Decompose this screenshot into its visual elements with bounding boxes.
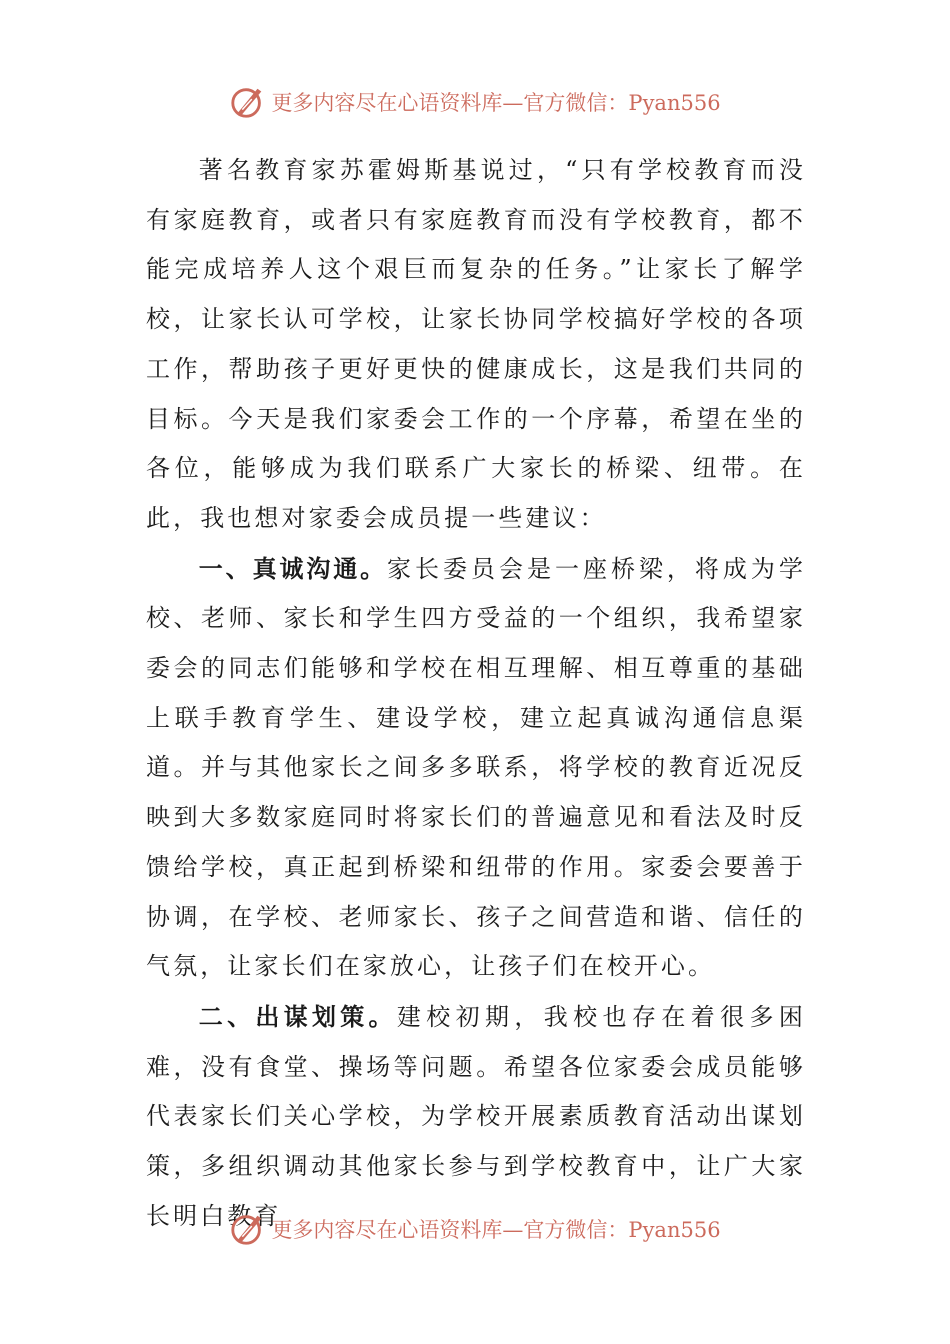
paragraph-advice: [146, 992, 806, 1242]
header-banner: [0, 80, 950, 124]
paragraph-intro-text: 著名教育家苏霍姆斯基说过，“只有学校教育而没有家庭教育，或者只有家庭教育而没有学校教育，都不能完成培养人这个艰巨而复杂的任务。”让家长了解学校，让家长认可学校，让家长协同学校搞好学校的各项工作，帮助孩子更好更快的健康成长，这是我们共同的目标。今天是我们家委会工作的一个序幕，希望在坐的各位，能够成为我们联系广大家长的桥梁、纽带。在此，我也想对家委会成员提一些建议：: [146, 156, 806, 532]
banner-text: 更多内容尽在心语资料库—官方微信：Pyan556: [271, 91, 721, 115]
banner-content: [229, 1210, 720, 1248]
paragraph-1-text: 家长委员会是一座桥梁，将成为学校、老师、家长和学生四方受益的一个组织，我希望家委会的同志们能够和学校在相互理解、相互尊重的基础上联手教育学生、建设学校，建立起真诚沟通信息渠道。并与其他家长之间多多联系，将学校的教育近况反映到大多数家庭同时将家长们的普遍意见和看法及时反馈给学校，真正起到桥梁和纽带的作用。家委会要善于协调，在学校、老师家长、孩子之间营造和谐、信任的气氛，让家长们在家放心，让孩子们在校开心。: [146, 554, 806, 981]
section-heading-1: 一、真诚沟通。: [198, 553, 388, 583]
section-heading-2: 二、出谋划策。: [198, 1001, 397, 1031]
banner-content: [229, 83, 720, 121]
banner-text: 更多内容尽在心语资料库—官方微信：Pyan556: [271, 1218, 721, 1242]
quill-circle-icon: [229, 1210, 267, 1248]
footer-banner: [0, 1207, 950, 1251]
paragraph-sincere-communication: [146, 544, 806, 992]
document-body: [146, 146, 806, 1241]
quill-circle-icon: [229, 83, 267, 121]
paragraph-intro: [146, 146, 806, 544]
paragraph-2-text: 建校初期，我校也存在着很多困难，没有食堂、操场等问题。希望各位家委会成员能够代表家长们关心学校，为学校开展素质教育活动出谋划策，多组织调动其他家长参与到学校教育中，让广大家长明白教育: [146, 1002, 806, 1230]
